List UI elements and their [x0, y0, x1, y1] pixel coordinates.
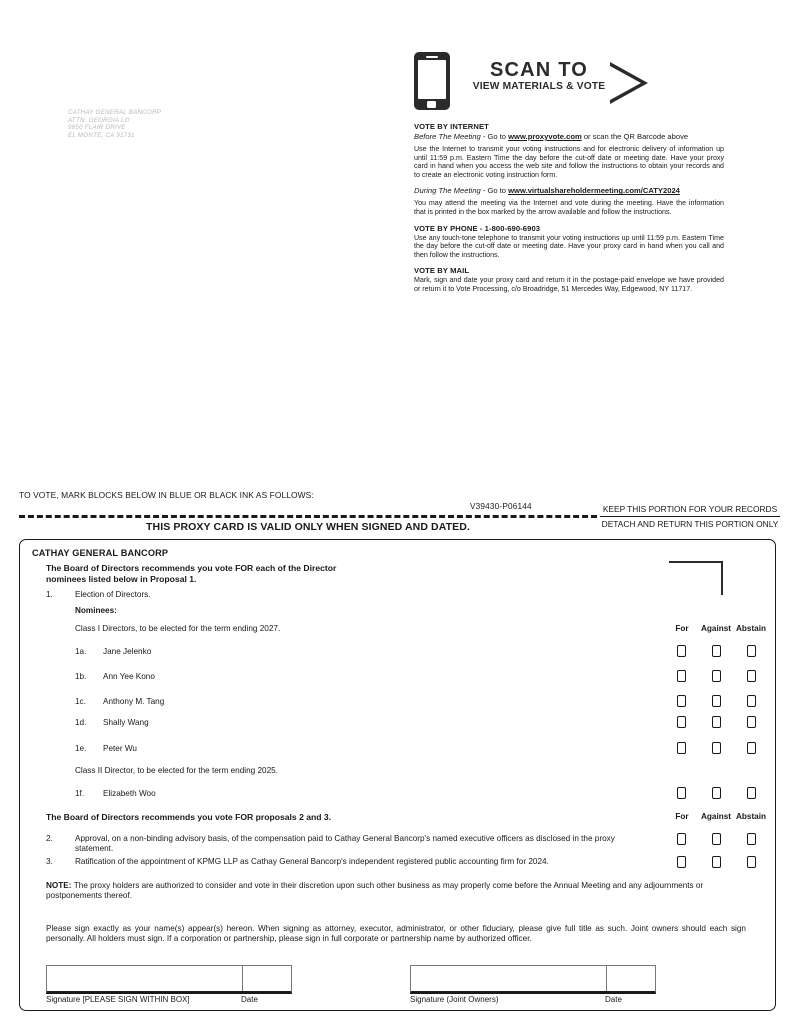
vote-by-mail-heading: VOTE BY MAIL [414, 266, 470, 276]
scan-to-label: SCAN TO [489, 59, 589, 81]
nominee-label-1c: 1c. [75, 697, 86, 706]
detach-portion-label: DETACH AND RETURN THIS PORTION ONLY [601, 519, 779, 529]
spacer [414, 179, 724, 186]
nominee-label-1b: 1b. [75, 672, 87, 681]
mailing-address-line: 9650 FLAIR DRIVE [68, 124, 126, 132]
spacer [414, 217, 724, 224]
note-block [46, 881, 756, 901]
phone-speaker [426, 56, 438, 58]
phone-body: Use any touch-tone telephone to transmit your voting instructions up until 11:59 p.m. Eastern Time the day before the cut-off date or meeting date. Have your proxy card in hand when you call and then follow the instructions. [414, 233, 724, 259]
signature-labels-primary [46, 995, 292, 1004]
checkbox-1e-against[interactable] [712, 742, 721, 754]
nominee-name-1a: Jane Jelenko [103, 647, 152, 656]
column-header-against: Against [700, 624, 732, 633]
checkbox-proposal-3-abstain[interactable] [747, 856, 756, 868]
proposal-3-text: Ratification of the appointment of KPMG LLP as Cathay General Bancorp's independent registered public accounting firm for 2024. [75, 857, 549, 866]
note-text: The proxy holders are authorized to consider and vote in their discretion upon such other business as may properly come before the Annual Meeting and any adjournments or postponements thereof. [46, 881, 704, 901]
checkbox-1f-abstain[interactable] [747, 787, 756, 799]
before-meeting-mid: - Go to [480, 132, 509, 141]
nominee-name-1c: Anthony M. Tang [103, 697, 165, 706]
checkbox-proposal-2-abstain[interactable] [747, 833, 756, 845]
checkbox-1c-against[interactable] [712, 695, 721, 707]
signature-instructions: Please sign exactly as your name(s) appear(s) hereon. When signing as attorney, executor, administrator, or other fiduciary, please give full title as such. Joint owners should each sign personally. All holders must sign. If a corporation or partnership, please sign in full corporate or partnership name by authorized officer. [46, 924, 746, 944]
mailing-address-line: ATTN: GEORGIA LO [68, 116, 130, 124]
nominee-name-1e: Peter Wu [103, 744, 137, 753]
signature-block-joint [410, 965, 656, 1004]
to-vote-instruction-label: TO VOTE, MARK BLOCKS BELOW IN BLUE OR BLACK INK AS FOLLOWS: [19, 490, 314, 500]
class-1-directors-line: Class I Directors, to be elected for the term ending 2027. [75, 624, 281, 633]
signature-label-joint: Signature (Joint Owners) [410, 995, 499, 1004]
checkbox-1e-abstain[interactable] [747, 742, 756, 754]
detach-dashed-line [19, 515, 597, 518]
checkbox-proposal-3-against[interactable] [712, 856, 721, 868]
checkbox-1e-for[interactable] [677, 742, 686, 754]
phone-home-button [427, 101, 436, 108]
nominees-label: Nominees: [75, 606, 117, 615]
column-header-abstain-2: Abstain [735, 812, 767, 821]
before-meeting-tail: or scan the QR Barcode above [581, 132, 689, 141]
board-recommendation-2: The Board of Directors recommends you vote FOR proposals 2 and 3. [46, 812, 332, 822]
column-header-for-2: For [675, 812, 689, 821]
virtual-meeting-url[interactable]: www.virtualshareholdermeeting.com/CATY2024 [508, 186, 680, 196]
signature-input-row-joint [410, 965, 656, 994]
checkbox-1f-for[interactable] [677, 787, 686, 799]
before-meeting-line [414, 132, 724, 141]
signature-input-primary[interactable] [47, 966, 243, 991]
mailing-address-line: EL MONTE, CA 91731 [68, 131, 135, 139]
internet-during-body: You may attend the meeting via the Internet and vote during the meeting. Have the information that is printed in the box marked by the arrow available and follow the instructions. [414, 199, 724, 216]
control-number: V39430-P06144 [470, 502, 532, 511]
note-label: NOTE: [46, 881, 72, 890]
scan-to-vote-banner [414, 52, 644, 114]
during-meeting-mid: - Go to [480, 186, 509, 196]
before-meeting-label: Before The Meeting [414, 132, 481, 141]
proposal-2-text: Approval, on a non-binding advisory basis, of the compensation paid to Cathay General Bancorp's named executive officers as disclosed in the proxy statement. [75, 834, 615, 853]
checkbox-1b-against[interactable] [712, 670, 721, 682]
phone-screen [418, 60, 446, 99]
column-header-for: For [675, 624, 689, 633]
proxy-card-valid-notice: THIS PROXY CARD IS VALID ONLY WHEN SIGNED AND DATED. [146, 521, 470, 533]
nominee-label-1d: 1d. [75, 718, 87, 727]
checkbox-1c-abstain[interactable] [747, 695, 756, 707]
signature-block-primary [46, 965, 292, 1004]
checkbox-proposal-2-for[interactable] [677, 833, 686, 845]
class-2-directors-line: Class II Director, to be elected for the term ending 2025. [75, 766, 278, 775]
checkbox-1f-against[interactable] [712, 787, 721, 799]
proposal-1-text: Election of Directors. [75, 590, 151, 599]
vote-by-phone-heading: VOTE BY PHONE - 1-800-690-6903 [414, 223, 541, 233]
checkbox-1c-for[interactable] [677, 695, 686, 707]
during-meeting-label: During The Meeting [414, 186, 481, 196]
keep-portion-label: KEEP THIS PORTION FOR YOUR RECORDS [600, 504, 780, 517]
checkbox-1b-for[interactable] [677, 670, 686, 682]
internet-before-body: Use the Internet to transmit your voting instructions and for electronic delivery of information up until 11:59 p.m. Eastern Time the day before the cut-off date or meeting date. Have your proxy card in hand when you access the web site and follow the instructions to obtain your records and to create an electronic voting instruction form. [414, 145, 724, 179]
proposal-2-number: 2. [46, 834, 53, 843]
during-meeting-line [414, 186, 724, 195]
signature-label-primary: Signature [PLEASE SIGN WITHIN BOX] [46, 995, 190, 1004]
nominee-label-1f: 1f. [75, 789, 85, 798]
checkbox-1d-for[interactable] [677, 716, 686, 728]
corner-alignment-bracket [669, 561, 723, 595]
spacer [414, 259, 724, 266]
signature-labels-joint [410, 995, 656, 1004]
checkbox-proposal-3-for[interactable] [677, 856, 686, 868]
nominee-name-1f: Elizabeth Woo [103, 789, 156, 798]
checkbox-proposal-2-against[interactable] [712, 833, 721, 845]
nominee-name-1b: Ann Yee Kono [103, 672, 155, 681]
signature-date-input-joint[interactable] [607, 966, 655, 991]
vote-by-internet-heading: VOTE BY INTERNET [414, 122, 489, 131]
proposal-1-number: 1. [46, 590, 53, 599]
proxyvote-url[interactable]: www.proxyvote.com [508, 132, 582, 141]
signature-input-row-primary [46, 965, 292, 994]
company-name: CATHAY GENERAL BANCORP [32, 548, 169, 558]
proxy-card [19, 539, 776, 1011]
mailing-address-line: CATHAY GENERAL BANCORP [68, 109, 162, 116]
checkbox-1d-against[interactable] [712, 716, 721, 728]
signature-date-label-joint: Date [605, 995, 622, 1004]
checkbox-1a-abstain[interactable] [747, 645, 756, 657]
column-header-against-2: Against [700, 812, 732, 821]
signature-input-joint[interactable] [411, 966, 607, 991]
column-header-abstain: Abstain [735, 624, 767, 633]
signature-date-label-primary: Date [241, 995, 258, 1004]
checkbox-1b-abstain[interactable] [747, 670, 756, 682]
mail-body: Mark, sign and date your proxy card and return it in the postage-paid envelope we have provided or return it to Vote Processing, c/o Broadridge, 51 Mercedes Way, Edgewood, NY 11717. [414, 276, 724, 293]
checkbox-1a-against[interactable] [712, 645, 721, 657]
vote-instructions-block [414, 122, 724, 294]
smartphone-icon [414, 52, 450, 110]
nominee-name-1d: Shally Wang [103, 718, 149, 727]
board-recommendation-1: The Board of Directors recommends you vote FOR each of the Director nominees listed below in Proposal 1. [46, 563, 337, 584]
nominee-label-1a: 1a. [75, 647, 87, 656]
view-materials-label: VIEW MATERIALS & VOTE [472, 81, 606, 92]
nominee-label-1e: 1e. [75, 744, 87, 753]
play-triangle-icon [610, 62, 648, 104]
proposal-3-number: 3. [46, 857, 53, 866]
signature-date-input-primary[interactable] [243, 966, 291, 991]
scan-banner-text [469, 60, 609, 93]
mailing-address [68, 109, 161, 139]
checkbox-1a-for[interactable] [677, 645, 686, 657]
checkbox-1d-abstain[interactable] [747, 716, 756, 728]
